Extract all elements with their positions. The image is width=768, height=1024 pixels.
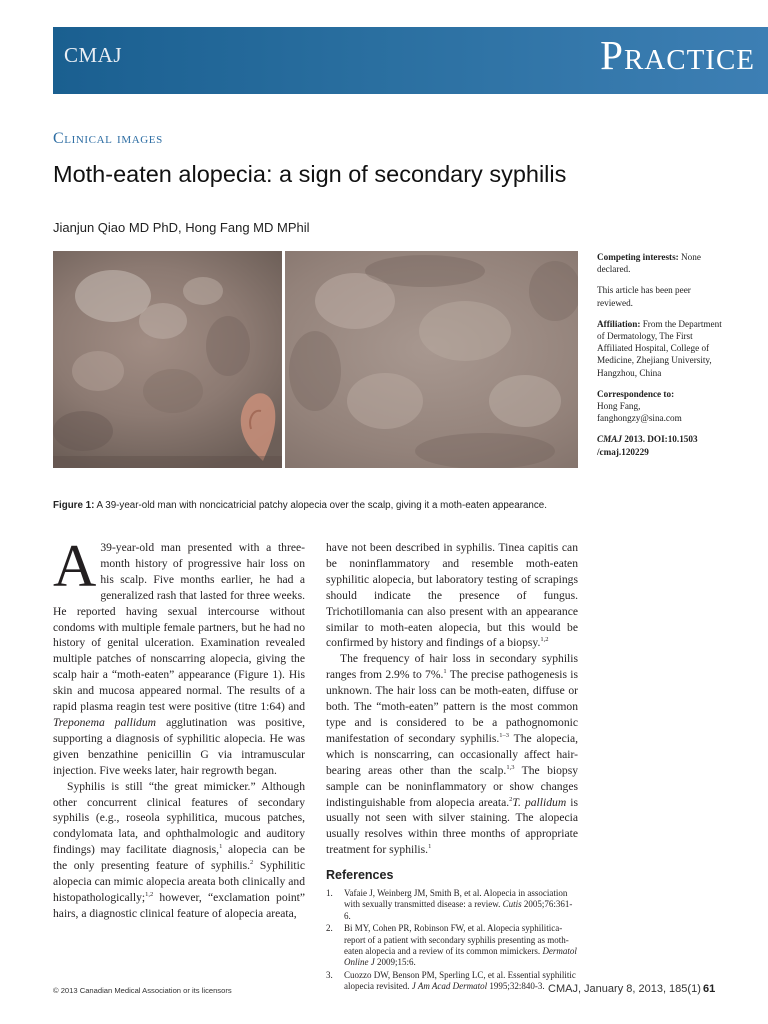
journal-name: CMAJ <box>64 43 123 67</box>
body-text: The alopecia, which is nonscarring, can occasionally affect hair-bearing areas other than the scalp. <box>326 731 578 777</box>
reference-text: 2009;15:6. <box>374 957 416 968</box>
citation-ref: 1,2 <box>540 636 549 644</box>
body-text: 39-year-old man presented with a three-month history of progressive hair loss on his scalp. Five months earlier, he had a generalized rash that lasted for three weeks. He reported having sexual intercourse without condoms with multiple female partners, but he had no history of genital ulceration. Examination revealed multiple patches of nonscarring alopecia, giving the scalp hair a “moth-eaten” appearance (Figure 1). His skin and mucosa appeared normal. The results of a rapid plasma reagin test were positive (titre 1:64) and <box>53 541 305 714</box>
reference-text: Cuozzo DW, Benson PM, Sperling LC, et al. Essential syphilitic alopecia revisited. <box>344 969 576 992</box>
body-paragraph-2 <box>53 779 305 922</box>
correspondence-label: Correspondence to: <box>597 388 675 399</box>
reference-journal: J Am Acad Dermatol <box>411 981 488 992</box>
citation-ref: 1,2 <box>145 891 154 899</box>
reference-journal: Cutis <box>502 899 522 910</box>
body-column-right <box>326 540 578 994</box>
caption-text: A 39-year-old man with noncicatricial patchy alopecia over the scalp, giving it a moth-eaten appearance. <box>94 500 547 511</box>
species-name: Treponema pallidum <box>53 715 157 729</box>
reference-item <box>326 888 578 922</box>
affiliation-text: From the Department of Dermatology, The First Affiliated Hospital, College of Medicine, Zhejiang University, Hangzhou, China <box>597 318 722 378</box>
citation-journal: CMAJ <box>597 434 623 445</box>
peer-review-note: This article has been peer reviewed. <box>597 285 691 308</box>
citation-ref: 1 <box>428 843 432 851</box>
article-category: Clinical images <box>53 130 163 147</box>
species-name: T. pallidum <box>512 795 567 809</box>
body-text: however, “exclamation point” hairs, a diagnostic clinical feature of alopecia areata, <box>53 890 305 920</box>
correspondence <box>597 388 722 425</box>
reference-text: 2005;76:361-6. <box>344 899 573 921</box>
reference-number: 2. <box>326 923 333 934</box>
article-authors: Jianjun Qiao MD PhD, Hong Fang MD MPhil <box>53 220 310 235</box>
competing-interests-label: Competing interests: <box>597 252 679 262</box>
reference-list <box>326 888 578 993</box>
section-title: Practice <box>600 32 755 78</box>
reference-text: 1995;32:840-3. <box>487 981 545 992</box>
reference-item <box>326 923 578 969</box>
reference-number: 3. <box>326 969 333 980</box>
figure-caption <box>53 500 578 513</box>
figure-1 <box>53 251 578 468</box>
reference-text: Vafaie J, Weinberg JM, Smith B, et al. Alopecia in association with sexually transmitted disease: a review. <box>344 888 568 910</box>
body-text: The precise pathogenesis is unknown. The hair loss can be moth-eaten, diffuse or both. The “moth-eaten” pattern is the most common type and is considered to be a pathognomonic manifestation of secondary syphilis. <box>326 668 578 745</box>
affiliation <box>597 318 722 379</box>
scalp-photo-back <box>53 251 282 468</box>
copyright-notice: © 2013 Canadian Medical Association or its licensors <box>53 986 232 995</box>
caption-label: Figure 1: <box>53 500 95 511</box>
correspondence-email[interactable]: fanghongzy@sina.com <box>597 413 682 424</box>
body-text: Syphilis is still “the great mimicker.” Although other concurrent clinical features of secondary syphilis (e.g., roseola syphilitica, mucous patches, condylomata lata, and ophthalmologic and auditory findings) may facilitate diagnosis, <box>53 779 305 857</box>
body-right-flow <box>326 540 578 651</box>
citation-ref: 2 <box>509 795 513 803</box>
body-paragraph-3 <box>326 651 578 858</box>
body-paragraph-1 <box>53 533 305 779</box>
competing-interests <box>597 251 722 275</box>
reference-item <box>326 970 578 993</box>
drop-cap: A <box>53 533 97 599</box>
article-title: Moth-eaten alopecia: a sign of secondary syphilis <box>53 161 567 187</box>
citation-ref: 1 <box>219 843 223 851</box>
article-sidebar <box>597 251 722 467</box>
reference-number: 1. <box>326 888 333 899</box>
references-heading: References <box>326 868 394 883</box>
body-text: The biopsy sample can be noninflammatory or show changes indistinguishable from alopecia areata. <box>326 763 578 809</box>
body-text: is usually not seen with silver staining. The alopecia usually resolves within three months of appropriate treatment for syphilis. <box>326 795 578 857</box>
citation-ref: 1,3 <box>506 763 515 771</box>
page-number: 61 <box>703 983 716 995</box>
correspondence-name: Hong Fang, <box>597 401 641 412</box>
body-text: alopecia can be the only presenting feature of syphilis. <box>53 843 305 873</box>
citation-ref: 1–3 <box>499 732 509 740</box>
citation-doi-text[interactable]: 2013. DOI:10.1503 /cmaj.120229 <box>597 434 698 457</box>
body-text: have not been described in syphilis. Tinea capitis can be noninflammatory and resemble moth-eaten syphilitic alopecia, but laboratory testing of scrapings should indicate the presence of fungus. Trichotillomania can also present with an appearance similar to moth-eaten alopecia, but this would be confirmed by history and findings of a biopsy. <box>326 541 578 650</box>
body-text: agglutination was positive, supporting a diagnosis of syphilitic alopecia. He was given benzathine penicillin G via intramuscular injection. Five weeks later, hair regrowth began. <box>53 715 305 777</box>
body-text: The frequency of hair loss in secondary syphilis ranges from 2.9% to 7%. <box>326 652 578 682</box>
affiliation-label: Affiliation: <box>597 318 641 329</box>
header-banner <box>53 27 768 94</box>
scalp-photo-closeup <box>285 251 578 468</box>
citation-ref: 1 <box>443 668 447 676</box>
citation-doi <box>597 433 722 457</box>
reference-text: Bi MY, Cohen PR, Robinson FW, et al. Alopecia syphilitica-report of a patient with secondary syphilis presenting as moth-eaten alopecia and a review of its common mimickers. <box>344 923 569 957</box>
citation-ref: 2 <box>250 859 254 867</box>
body-text: Syphilitic alopecia can mimic alopecia areata both clinically and histopathologically; <box>53 859 305 904</box>
issue-citation: CMAJ, January 8, 2013, 185(1) <box>548 983 701 995</box>
reference-journal: Dermatol Online J <box>344 946 577 968</box>
competing-interests-text: None declared. <box>597 252 701 275</box>
body-column-left <box>53 533 305 922</box>
